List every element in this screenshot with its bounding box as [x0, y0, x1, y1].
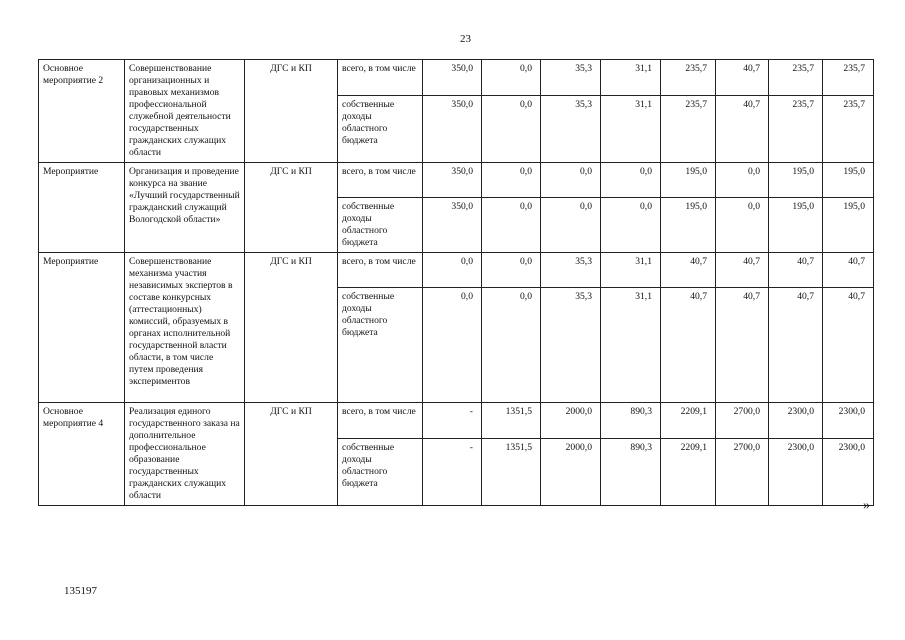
amount-cell: 0,0: [423, 253, 482, 288]
amount-cell: 0,0: [482, 288, 541, 403]
amount-cell: 2300,0: [823, 403, 874, 439]
amount-cell: 2300,0: [769, 403, 823, 439]
activity-description-cell: Совершенствование механизма участия независимых экспертов в составе конкурсных (аттестационных) комиссий, образуемых в органах исполнительной государственной власти области, в том числе путем проведения экспериментов: [125, 253, 245, 403]
amount-cell: 31,1: [601, 60, 661, 96]
page-number: 23: [460, 33, 471, 45]
budget-table: [38, 59, 874, 506]
amount-cell: 350,0: [423, 60, 482, 96]
amount-cell: 40,7: [661, 253, 716, 288]
funding-source-cell: собственные доходы областного бюджета: [338, 198, 423, 253]
closing-quote-mark: »: [863, 498, 870, 513]
activity-name-cell: Основное мероприятие 4: [39, 403, 125, 506]
activity-name-cell: Основное мероприятие 2: [39, 60, 125, 163]
amount-cell: 0,0: [482, 163, 541, 198]
amount-cell: 0,0: [601, 163, 661, 198]
table-row: [39, 163, 874, 198]
amount-cell: 235,7: [823, 95, 874, 162]
amount-cell: 1351,5: [482, 439, 541, 506]
amount-cell: 35,3: [541, 60, 601, 96]
amount-cell: 40,7: [823, 288, 874, 403]
amount-cell: 31,1: [601, 253, 661, 288]
funding-source-cell: всего, в том числе: [338, 60, 423, 96]
amount-cell: 2209,1: [661, 403, 716, 439]
amount-cell: 2000,0: [541, 439, 601, 506]
amount-cell: 195,0: [661, 163, 716, 198]
amount-cell: 0,0: [716, 198, 769, 253]
amount-cell: 195,0: [769, 198, 823, 253]
amount-cell: 350,0: [423, 198, 482, 253]
amount-cell: 2209,1: [661, 439, 716, 506]
amount-cell: 235,7: [661, 95, 716, 162]
footer-code: 135197: [64, 585, 97, 597]
amount-cell: -: [423, 439, 482, 506]
activity-name-cell: Мероприятие: [39, 253, 125, 403]
amount-cell: 235,7: [823, 60, 874, 96]
amount-cell: 40,7: [716, 288, 769, 403]
amount-cell: 0,0: [482, 60, 541, 96]
amount-cell: 0,0: [716, 163, 769, 198]
activity-description-cell: Совершенствование организационных и правовых механизмов профессиональной служебной деятельности государственных гражданских служащих области: [125, 60, 245, 163]
amount-cell: 40,7: [769, 288, 823, 403]
amount-cell: 2300,0: [823, 439, 874, 506]
table-row: [39, 60, 874, 96]
amount-cell: 40,7: [716, 60, 769, 96]
amount-cell: 0,0: [482, 198, 541, 253]
amount-cell: 35,3: [541, 288, 601, 403]
responsible-executor-cell: ДГС и КП: [245, 403, 338, 506]
activity-name-cell: Мероприятие: [39, 163, 125, 253]
amount-cell: 195,0: [661, 198, 716, 253]
amount-cell: 40,7: [716, 95, 769, 162]
amount-cell: 40,7: [716, 253, 769, 288]
amount-cell: 0,0: [541, 163, 601, 198]
table-row: [39, 403, 874, 439]
amount-cell: 0,0: [541, 198, 601, 253]
amount-cell: 195,0: [823, 163, 874, 198]
amount-cell: 195,0: [823, 198, 874, 253]
amount-cell: 0,0: [482, 253, 541, 288]
amount-cell: 2000,0: [541, 403, 601, 439]
amount-cell: 40,7: [661, 288, 716, 403]
funding-source-cell: всего, в том числе: [338, 163, 423, 198]
amount-cell: 235,7: [769, 60, 823, 96]
amount-cell: 195,0: [769, 163, 823, 198]
activity-description-cell: Реализация единого государственного заказа на дополнительное профессиональное образование государственных гражданских служащих области: [125, 403, 245, 506]
amount-cell: 235,7: [769, 95, 823, 162]
amount-cell: -: [423, 403, 482, 439]
responsible-executor-cell: ДГС и КП: [245, 60, 338, 163]
amount-cell: 890,3: [601, 403, 661, 439]
responsible-executor-cell: ДГС и КП: [245, 163, 338, 253]
funding-source-cell: собственные доходы областного бюджета: [338, 288, 423, 403]
amount-cell: 350,0: [423, 163, 482, 198]
amount-cell: 31,1: [601, 95, 661, 162]
amount-cell: 350,0: [423, 95, 482, 162]
amount-cell: 890,3: [601, 439, 661, 506]
amount-cell: 235,7: [661, 60, 716, 96]
amount-cell: 31,1: [601, 288, 661, 403]
amount-cell: 35,3: [541, 253, 601, 288]
amount-cell: 0,0: [423, 288, 482, 403]
activity-description-cell: Организация и проведение конкурса на звание «Лучший государственный гражданский служащий Вологодской области»: [125, 163, 245, 253]
responsible-executor-cell: ДГС и КП: [245, 253, 338, 403]
amount-cell: 2700,0: [716, 403, 769, 439]
amount-cell: 35,3: [541, 95, 601, 162]
amount-cell: 2300,0: [769, 439, 823, 506]
amount-cell: 40,7: [769, 253, 823, 288]
funding-source-cell: всего, в том числе: [338, 253, 423, 288]
amount-cell: 0,0: [601, 198, 661, 253]
funding-source-cell: собственные доходы областного бюджета: [338, 95, 423, 162]
table-row: [39, 253, 874, 288]
amount-cell: 40,7: [823, 253, 874, 288]
amount-cell: 0,0: [482, 95, 541, 162]
funding-source-cell: собственные доходы областного бюджета: [338, 439, 423, 506]
amount-cell: 1351,5: [482, 403, 541, 439]
amount-cell: 2700,0: [716, 439, 769, 506]
funding-source-cell: всего, в том числе: [338, 403, 423, 439]
